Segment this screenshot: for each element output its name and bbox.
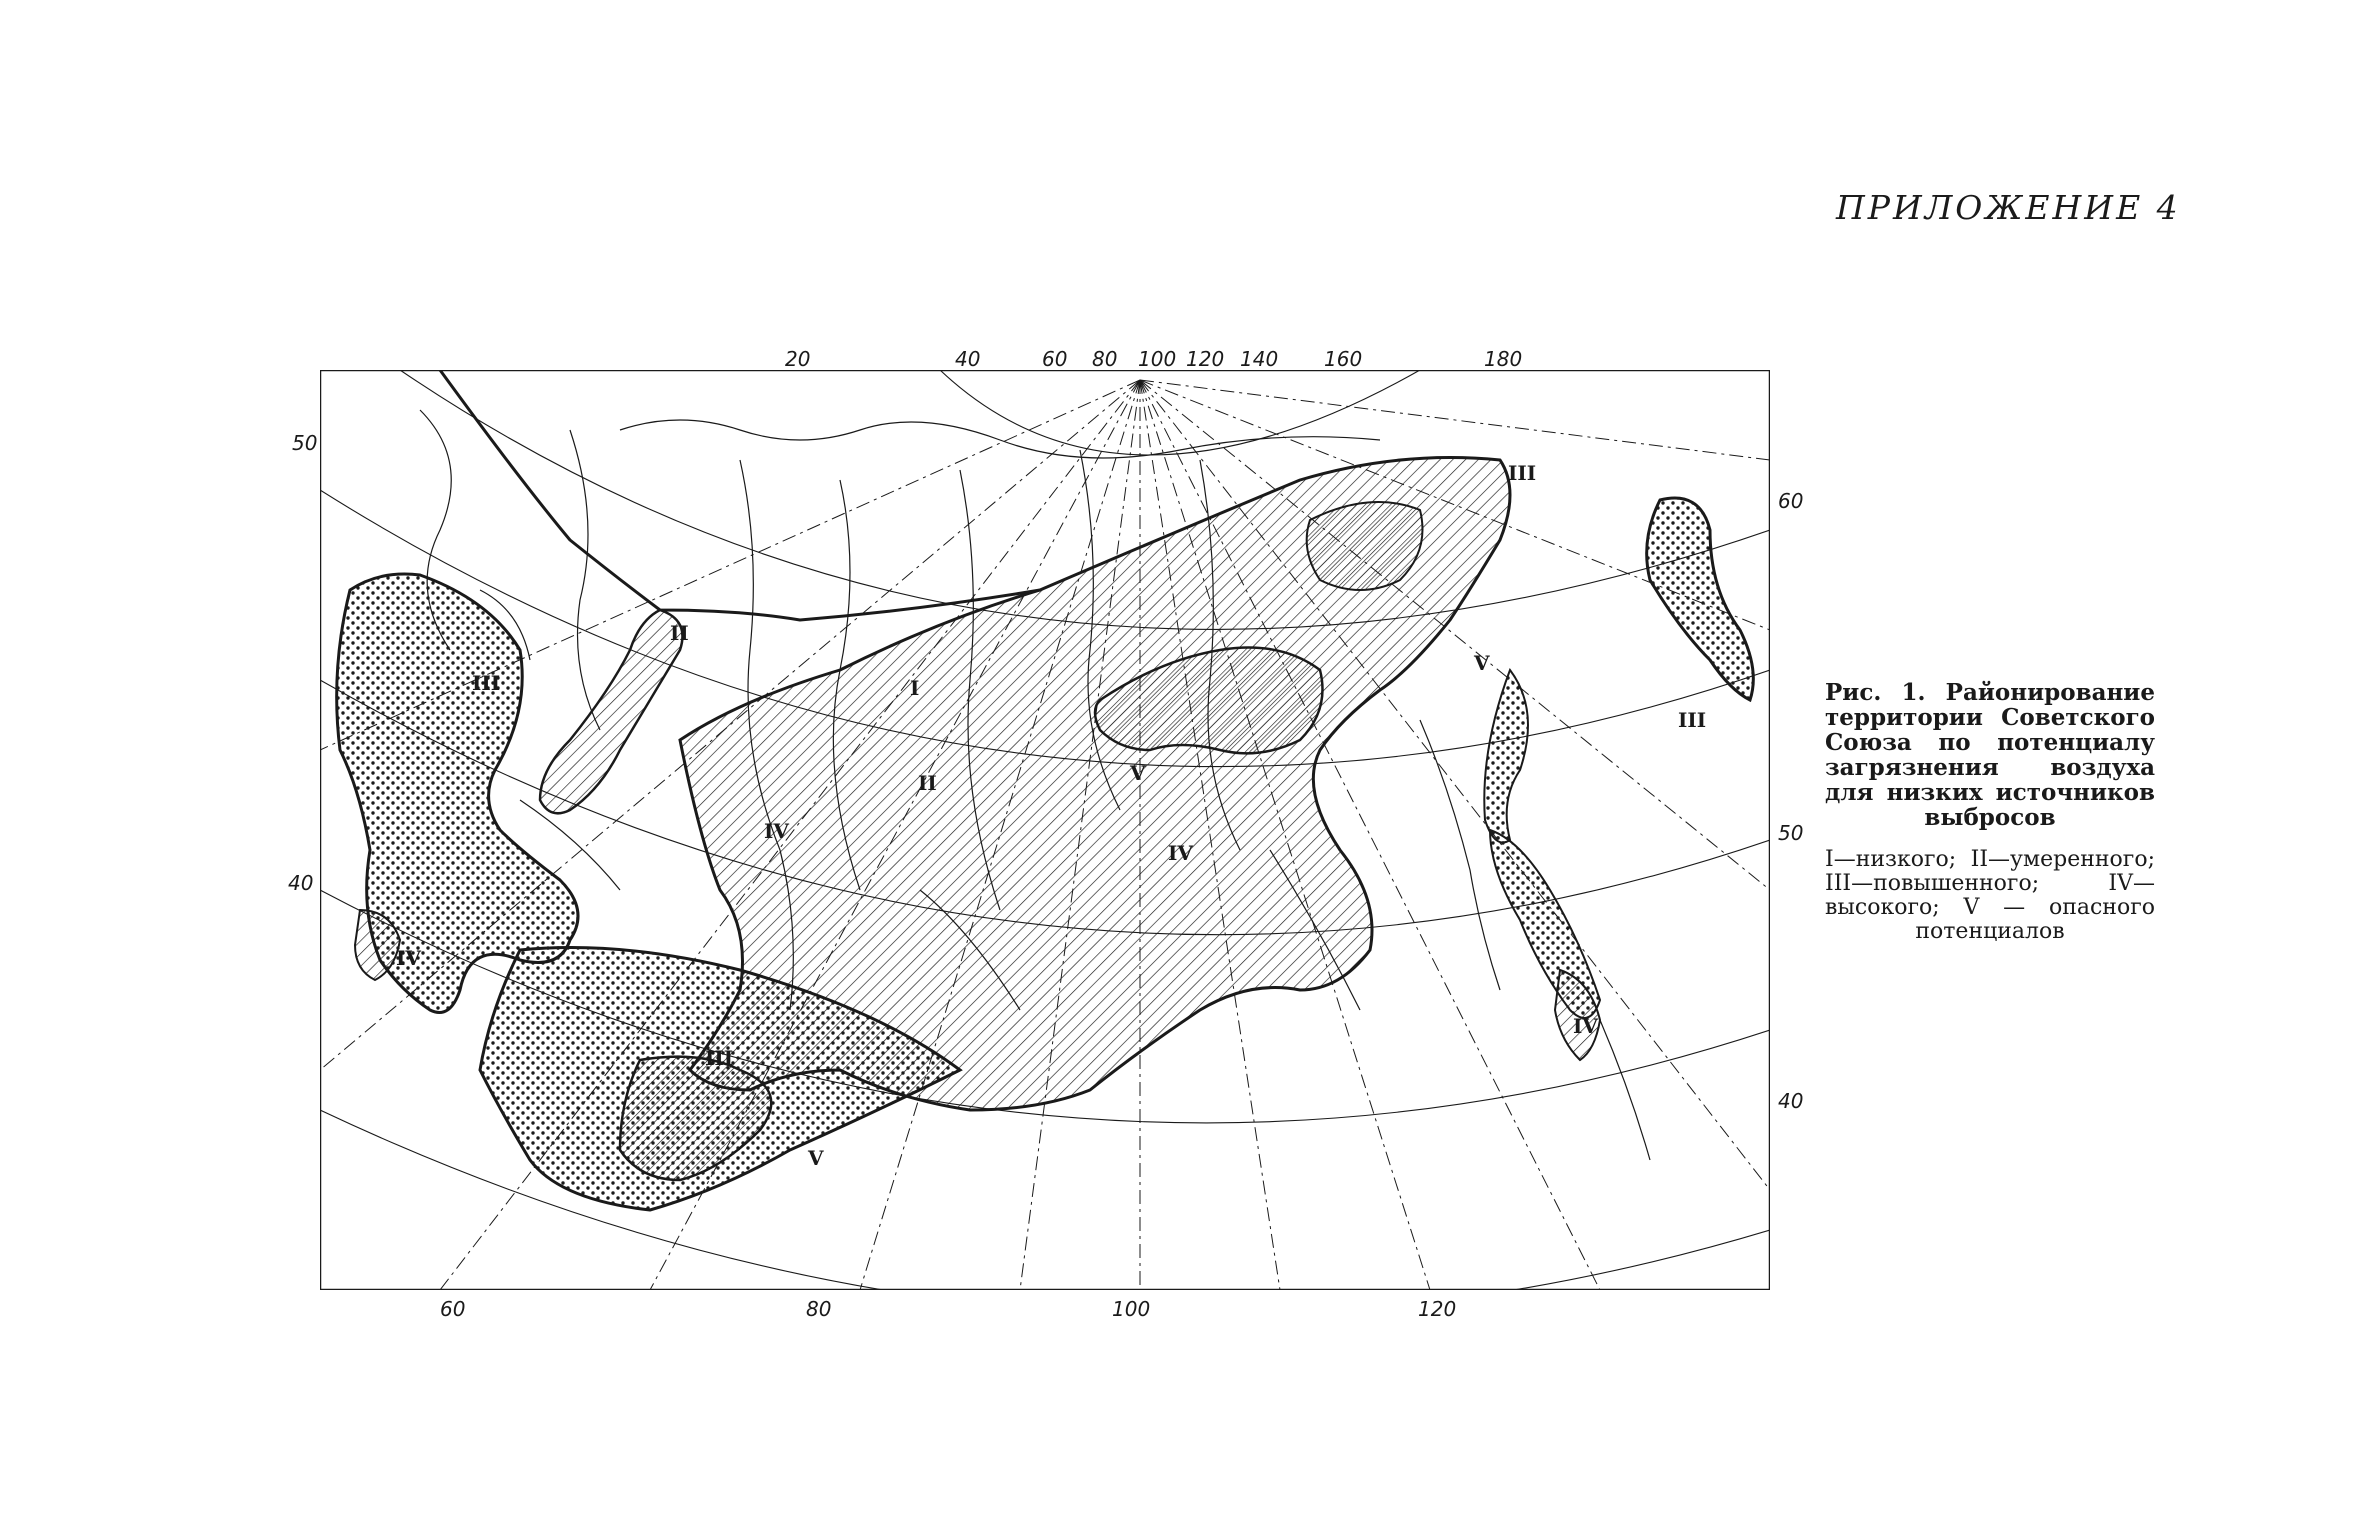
top-longitude-label: 100	[1138, 347, 1177, 371]
left-latitude-label: 50	[292, 431, 318, 455]
top-longitude-label: 20	[785, 347, 811, 371]
right-latitude-label: 40	[1778, 1089, 1804, 1113]
top-longitude-label: 40	[955, 347, 981, 371]
bottom-longitude-label: 60	[440, 1297, 466, 1321]
zone-label-v: V	[808, 1146, 824, 1170]
zone-label-iv: IV	[1573, 1014, 1598, 1038]
right-latitude-label: 50	[1778, 821, 1804, 845]
zone-label-v: V	[1130, 761, 1146, 785]
zone-label-ii: II	[670, 621, 689, 645]
zone-label-iv: IV	[1168, 841, 1193, 865]
top-longitude-label: 120	[1186, 347, 1225, 371]
top-longitude-label: 80	[1092, 347, 1118, 371]
caption-title: Рис. 1. Районирование территории Советского Союза по потенциалу загрязнения воздуха для низких источников выбросов	[1825, 679, 2155, 831]
zone-label-iii: III	[1508, 461, 1537, 485]
top-longitude-label: 160	[1324, 347, 1363, 371]
bottom-longitude-label: 100	[1112, 1297, 1151, 1321]
zone-label-v: V	[1474, 651, 1490, 675]
map-axis-labels	[288, 347, 1803, 1321]
zone-label-iv: IV	[396, 946, 421, 970]
top-longitude-label: 60	[1042, 347, 1068, 371]
caption-legend: I—низкого; II—умеренного; III—повышенного; IV—высокого; V — опасного потенциалов	[1825, 847, 2155, 944]
top-longitude-label: 140	[1240, 347, 1279, 371]
bottom-longitude-label: 120	[1418, 1297, 1457, 1321]
zone-label-ii: II	[918, 771, 937, 795]
zone-label-iii: III	[472, 671, 501, 695]
top-longitude-label: 180	[1484, 347, 1523, 371]
zone-label-i: I	[910, 676, 920, 700]
right-latitude-label: 60	[1778, 489, 1804, 513]
figure-caption	[1825, 680, 2155, 944]
zone-labels	[396, 461, 1706, 1170]
left-latitude-label: 40	[288, 871, 314, 895]
zone-label-iii: III	[1678, 708, 1707, 732]
appendix-title: ПРИЛОЖЕНИЕ 4	[1836, 188, 2181, 227]
zone-label-iv: IV	[764, 819, 789, 843]
bottom-longitude-label: 80	[806, 1297, 832, 1321]
zone-label-iii: III	[705, 1046, 734, 1070]
